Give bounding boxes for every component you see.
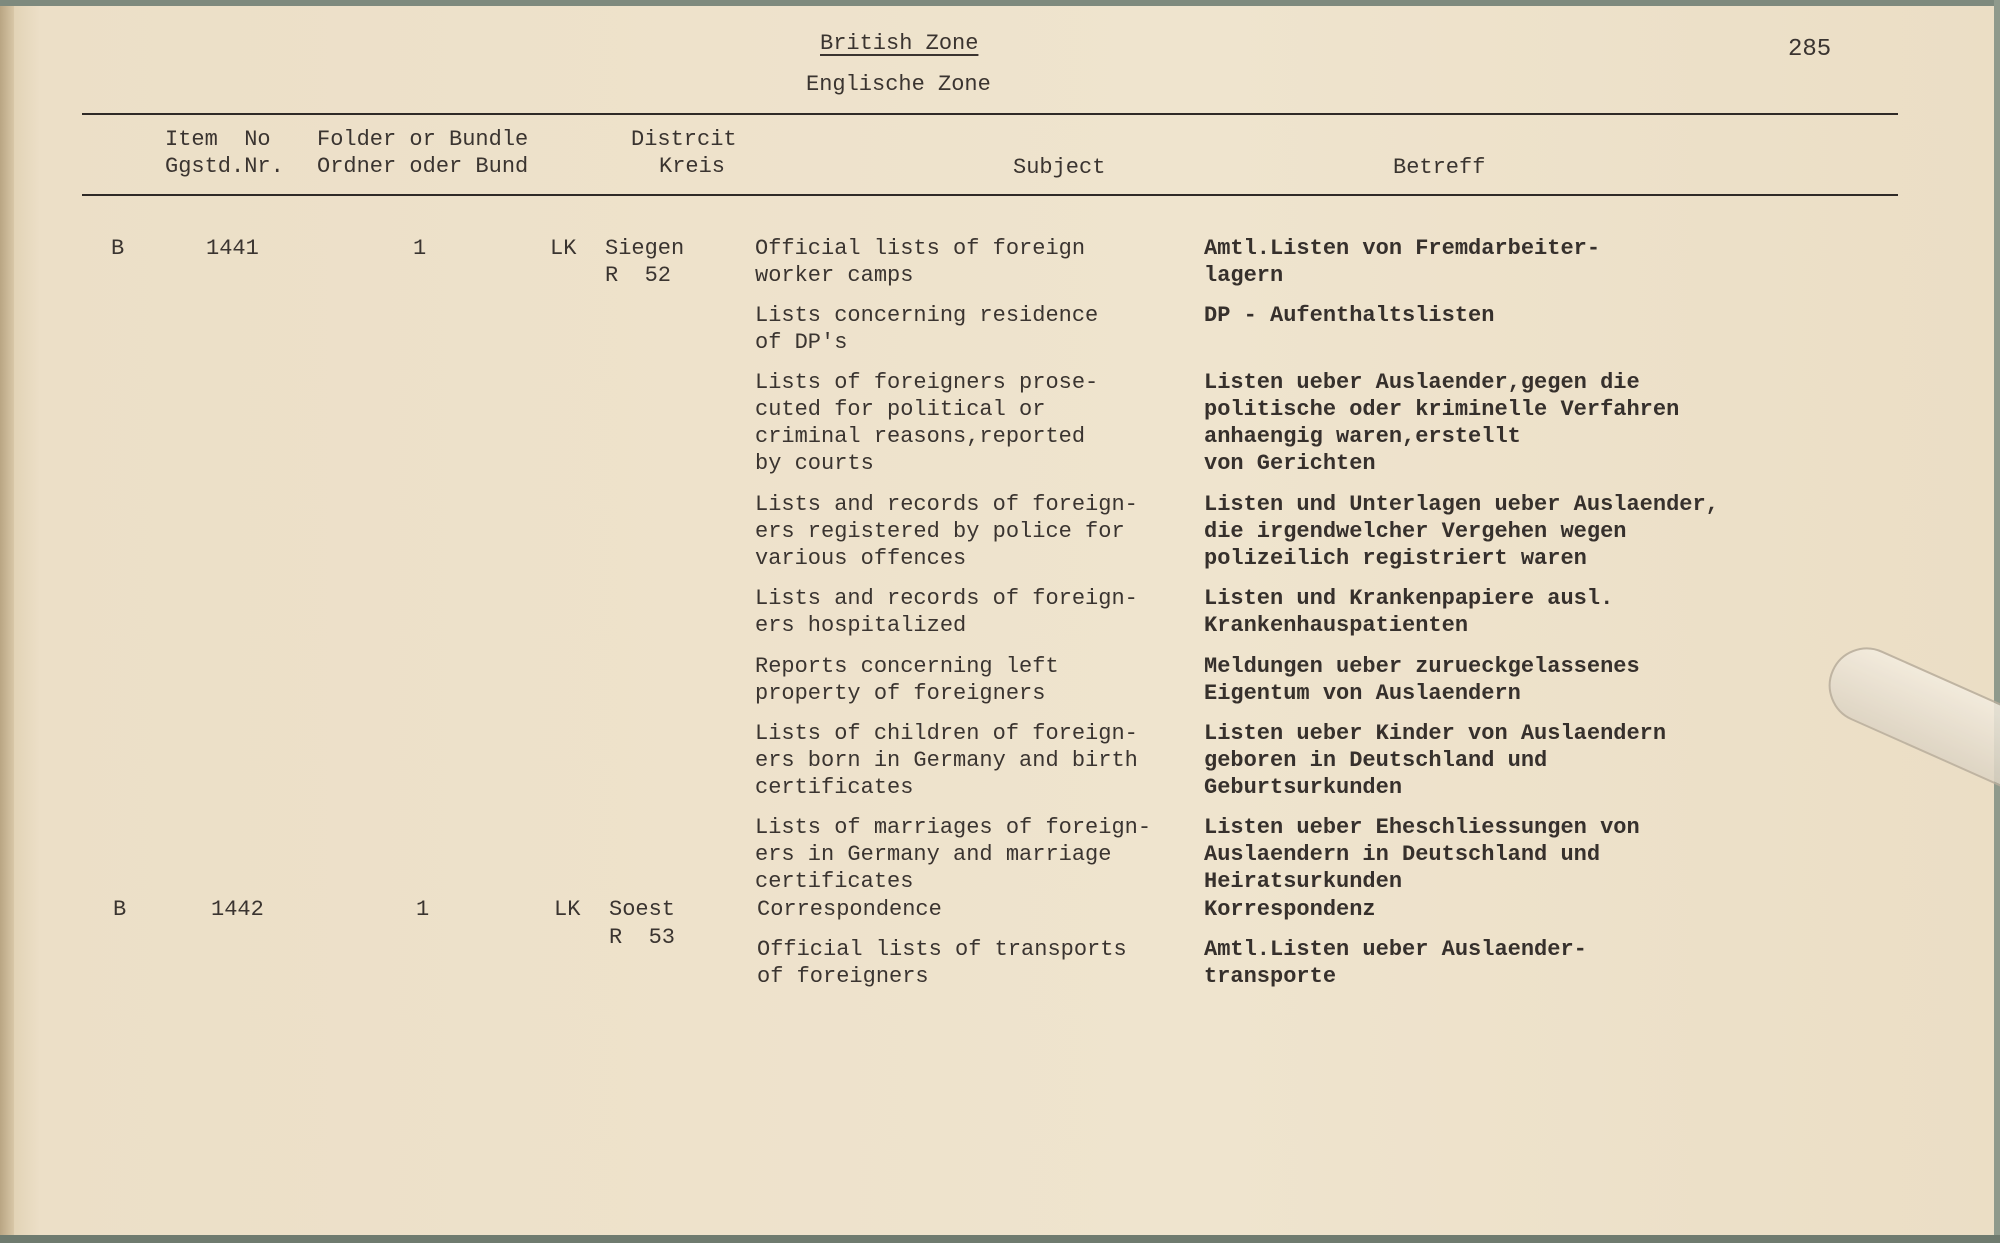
subject-line: Official lists of transports — [757, 937, 1127, 962]
entry-item-number: 1442 — [211, 897, 264, 922]
entry-series: B — [111, 236, 125, 261]
subject-line: property of foreigners — [755, 681, 1046, 706]
subject-line: Lists of foreigners prose- — [755, 370, 1099, 395]
scan-edge-right — [1994, 0, 2000, 1243]
column-header-district-de: Kreis — [659, 154, 726, 179]
betreff-line: Amtl.Listen von Fremdarbeiter- — [1204, 236, 1601, 261]
column-header-folder-en: Folder or Bundle — [317, 127, 529, 152]
betreff-line: polizeilich registriert waren — [1204, 546, 1587, 571]
entry-folder: 1 — [416, 897, 430, 922]
subject-line: certificates — [755, 869, 914, 894]
betreff-line: Geburtsurkunden — [1204, 775, 1403, 800]
betreff-line: Listen und Krankenpapiere ausl. — [1204, 586, 1614, 611]
subject-line: ers born in Germany and birth — [755, 748, 1138, 773]
subject-line: criminal reasons,reported — [755, 424, 1086, 449]
subject-line: ers in Germany and marriage — [755, 842, 1112, 867]
betreff-line: die irgendwelcher Vergehen wegen — [1204, 519, 1627, 544]
entry-district-code: R 52 — [605, 263, 672, 288]
subject-line: certificates — [755, 775, 914, 800]
column-header-folder-de: Ordner oder Bund — [317, 154, 529, 179]
subject-line: Lists of marriages of foreign- — [755, 815, 1152, 840]
header-rule-top — [82, 113, 1898, 115]
subject-line: Reports concerning left — [755, 654, 1059, 679]
betreff-line: Listen ueber Kinder von Auslaendern — [1204, 721, 1667, 746]
entry-item-number: 1441 — [206, 236, 259, 261]
betreff-line: Listen ueber Eheschliessungen von — [1204, 815, 1640, 840]
subject-line: by courts — [755, 451, 874, 476]
scan-edge-bottom — [0, 1235, 2000, 1243]
subject-line: of DP's — [755, 330, 848, 355]
betreff-line: Korrespondenz — [1204, 897, 1376, 922]
column-header-item-de: Ggstd.Nr. — [165, 154, 284, 179]
subject-line: Lists concerning residence — [755, 303, 1099, 328]
zone-title-english: British Zone — [820, 31, 979, 56]
betreff-line: Krankenhauspatienten — [1204, 613, 1469, 638]
entry-district-name: Siegen — [605, 236, 685, 261]
betreff-line: politische oder kriminelle Verfahren — [1204, 397, 1680, 422]
entry-district-name: Soest — [609, 897, 676, 922]
betreff-line: Listen und Unterlagen ueber Auslaender, — [1204, 492, 1719, 517]
entry-district-type: LK — [554, 897, 581, 922]
page-tab-clip — [1817, 635, 2000, 787]
betreff-line: Meldungen ueber zurueckgelassenes — [1204, 654, 1640, 679]
entry-folder: 1 — [413, 236, 427, 261]
betreff-line: Amtl.Listen ueber Auslaender- — [1204, 937, 1587, 962]
scan-edge-top — [0, 0, 2000, 6]
entry-district-code: R 53 — [609, 925, 676, 950]
betreff-line: geboren in Deutschland und — [1204, 748, 1548, 773]
book-spine — [0, 0, 14, 1243]
subject-line: cuted for political or — [755, 397, 1046, 422]
subject-line: Correspondence — [757, 897, 942, 922]
zone-title-german: Englische Zone — [806, 72, 991, 97]
column-header-betreff: Betreff — [1393, 155, 1486, 180]
entry-series: B — [113, 897, 127, 922]
betreff-line: transporte — [1204, 964, 1337, 989]
betreff-line: Heiratsurkunden — [1204, 869, 1403, 894]
subject-line: various offences — [755, 546, 967, 571]
betreff-line: anhaengig waren,erstellt — [1204, 424, 1521, 449]
betreff-line: DP - Aufenthaltslisten — [1204, 303, 1495, 328]
subject-line: ers registered by police for — [755, 519, 1125, 544]
subject-line: Lists and records of foreign- — [755, 586, 1138, 611]
betreff-line: Listen ueber Auslaender,gegen die — [1204, 370, 1640, 395]
betreff-line: Auslaendern in Deutschland und — [1204, 842, 1601, 867]
subject-line: of foreigners — [757, 964, 929, 989]
betreff-line: lagern — [1204, 263, 1284, 288]
column-header-item-en: Item No — [165, 127, 271, 152]
subject-line: ers hospitalized — [755, 613, 967, 638]
betreff-line: Eigentum von Auslaendern — [1204, 681, 1521, 706]
betreff-line: von Gerichten — [1204, 451, 1376, 476]
subject-line: Official lists of foreign — [755, 236, 1086, 261]
entry-district-type: LK — [550, 236, 577, 261]
subject-line: Lists of children of foreign- — [755, 721, 1138, 746]
subject-line: worker camps — [755, 263, 914, 288]
header-rule-bottom — [82, 194, 1898, 196]
column-header-district-en: Distrcit — [631, 127, 737, 152]
subject-line: Lists and records of foreign- — [755, 492, 1138, 517]
page-number: 285 — [1788, 36, 1832, 63]
column-header-subject: Subject — [1013, 155, 1106, 180]
